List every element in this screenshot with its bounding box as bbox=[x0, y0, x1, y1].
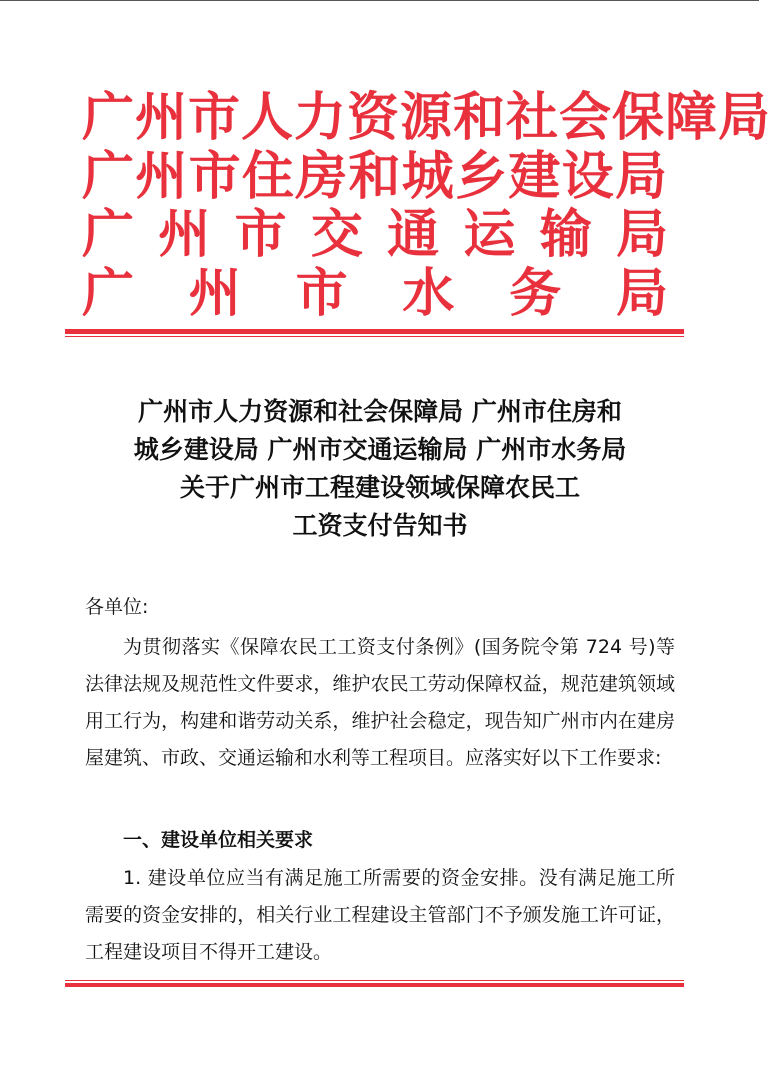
issuer-header-line: 广州市水务局 bbox=[82, 263, 668, 324]
footer-divider-thin bbox=[65, 980, 684, 981]
requirement-item: 1. 建设单位应当有满足施工所需要的资金安排。没有满足施工所需要的资金安排的，相关行业工程建设主管部门不予颁发施工许可证，工程建设项目不得开工建设。 bbox=[85, 867, 675, 963]
title-line: 关于广州市工程建设领域保障农民工 bbox=[179, 473, 580, 502]
footer-divider-thick bbox=[65, 983, 684, 987]
document-title bbox=[80, 393, 680, 545]
issuer-header-line: 广州市交通运输局 bbox=[82, 204, 668, 265]
title-line: 城乡建设局 广州市交通运输局 广州市水务局 bbox=[133, 435, 627, 464]
section-heading: 一、建设单位相关要求 bbox=[123, 829, 314, 851]
header-divider-thin bbox=[65, 336, 684, 337]
salutation: 各单位: bbox=[85, 596, 149, 618]
title-line: 广州市人力资源和社会保障局 广州市住房和 bbox=[138, 397, 622, 426]
page-top-border bbox=[0, 0, 759, 1]
issuer-header-line: 广州市住房和城乡建设局 bbox=[82, 146, 668, 207]
intro-paragraph: 为贯彻落实《保障农民工工资支付条例》(国务院令第 724 号)等法律法规及规范性文件要求，维护农民工劳动保障权益，规范建筑领域用工行为，构建和谐劳动关系，维护社会稳定，现告知广州市内在建房屋建筑、市政、交通运输和水利等工程项目。应落实好以下工作要求: bbox=[85, 636, 675, 769]
header-divider-thick bbox=[65, 329, 684, 334]
issuer-header-line: 广州市人力资源和社会保障局 bbox=[82, 87, 771, 148]
title-line: 工资支付告知书 bbox=[292, 511, 468, 540]
